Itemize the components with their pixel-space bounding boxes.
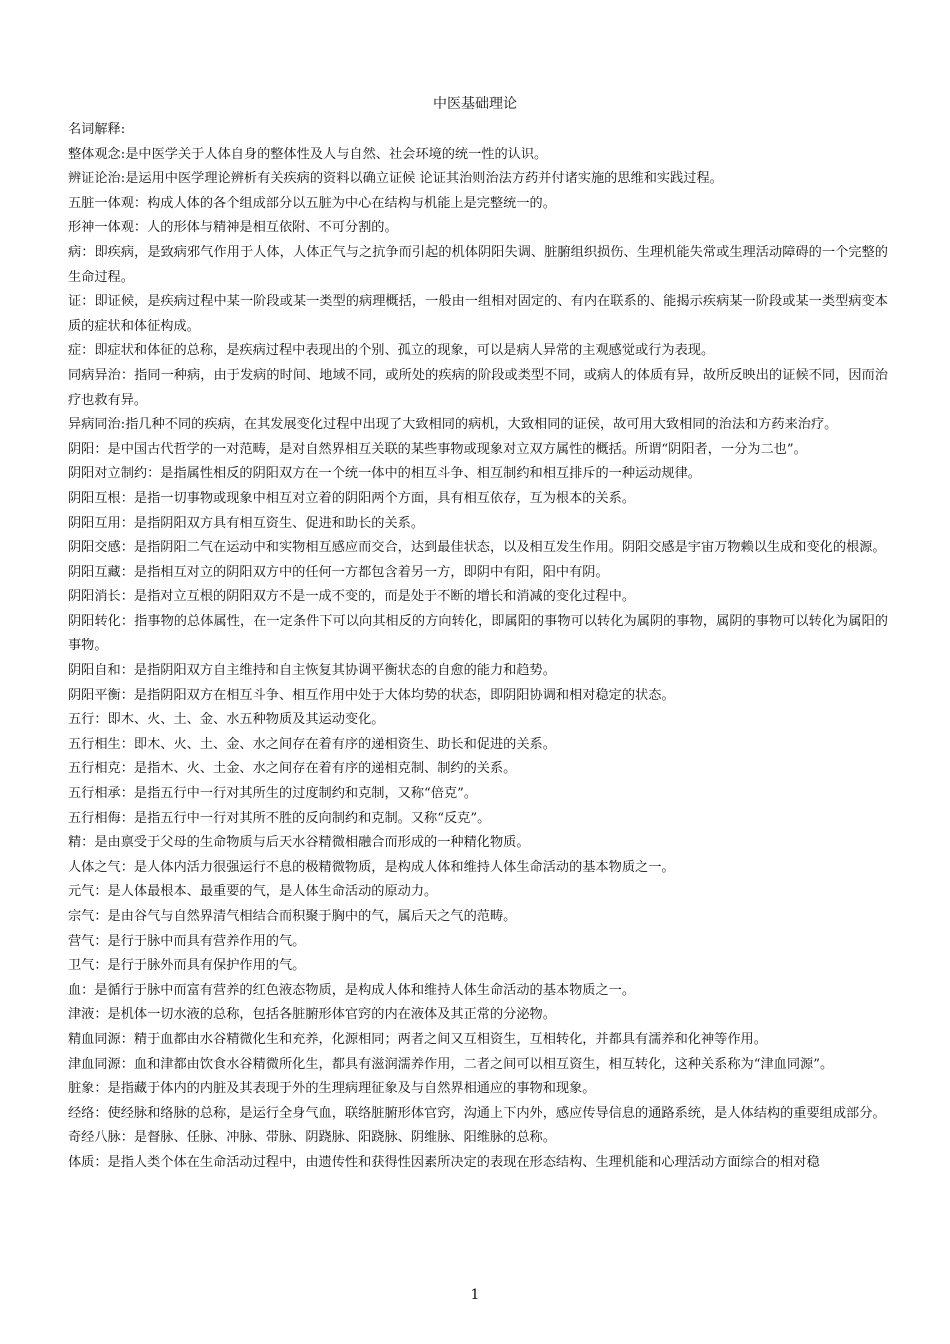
term-definition: 五行相克：是指木、火、土金、水之间存在着有序的递相克制、制约的关系。 (68, 761, 517, 777)
term-definition: 营气：是行于脉中而具有营养作用的气。 (68, 933, 306, 949)
term-definition: 阴阳对立制约：是指属性相反的阴阳双方在一个统一体中的相互斗争、相互制约和相互排斥的一种运动规律。 (68, 466, 701, 482)
term-definition: 证：即证候，是疾病过程中某一阶段或某一类型的病理概括，一般由一组相对固定的、有内在联系的、能揭示疾病某一阶段或某一类型病变本质的症状和体征构成。 (68, 294, 888, 334)
term-definition: 精血同源：精于血都由水谷精微化生和充养，化源相同；两者之间又互相资生，互相转化，并都具有濡养和化神等作用。 (68, 1031, 767, 1047)
term-definition: 阴阳交感：是指阴阳二气在运动中和实物相互感应而交合，达到最佳状态，以及相互发生作用。阴阳交感是宇宙万物赖以生成和变化的根源。 (68, 540, 886, 556)
term-definition: 症：即症状和体征的总称，是疾病过程中表现出的个别、孤立的现象，可以是病人异常的主观感觉或行为表现。 (68, 343, 715, 359)
term-definition: 人体之气：是人体内活力很强运行不息的极精微物质，是构成人体和维持人体生命活动的基本物质之一。 (68, 859, 675, 875)
term-definition: 奇经八脉：是督脉、任脉、冲脉、带脉、阴跷脉、阳跷脉、阴维脉、阳维脉的总称。 (68, 1130, 556, 1146)
term-definition: 阴阳消长：是指对立互根的阴阳双方不是一成不变的，而是处于不断的增长和消减的变化过程中。 (68, 589, 636, 605)
term-definition: 精：是由禀受于父母的生命物质与后天水谷精微相融合而形成的一种精化物质。 (68, 835, 530, 851)
term-definition: 脏象：是指藏于体内的内脏及其表现于外的生理病理征象及与自然界相通应的事物和现象。 (68, 1081, 596, 1097)
term-definition: 五行相生：即木、火、土、金、水之间存在着有序的递相资生、助长和促进的关系。 (68, 736, 556, 752)
page-number: 1 (470, 1287, 480, 1303)
term-definition: 津血同源：血和津都由饮食水谷精微所化生，都具有滋润濡养作用，二者之间可以相互资生，相互转化，这种关系称为“津血同源”。 (68, 1056, 834, 1072)
term-definition: 经络：使经脉和络脉的总称，是运行全身气血，联络脏腑形体官窍，沟通上下内外，感应传导信息的通路系统，是人体结构的重要组成部分。 (68, 1105, 886, 1121)
term-definition: 阴阳互用：是指阴阳双方具有相互资生、促进和助长的关系。 (68, 515, 425, 531)
term-definition: 卫气：是行于脉外而具有保护作用的气。 (68, 958, 306, 974)
term-definition: 五脏一体观：构成人体的各个组成部分以五脏为中心在结构与机能上是完整统一的。 (68, 195, 556, 211)
term-definition: 体质：是指人类个体在生命活动过程中，由遗传性和获得性因素所决定的表现在形态结构、生理机能和心理活动方面综合的相对稳 (68, 1154, 820, 1170)
term-definition: 津液：是机体一切水液的总称，包括各脏腑形体官窍的内在液体及其正常的分泌物。 (68, 1007, 556, 1023)
term-definition: 五行相承：是指五行中一行对其所生的过度制约和克制，又称“倍克”。 (68, 786, 478, 802)
term-definition: 阴阳互藏：是指相互对立的阴阳双方中的任何一方都包含着另一方，即阴中有阳，阳中有阴。 (68, 564, 609, 580)
term-definition: 整体观念:是中医学关于人体自身的整体性及人与自然、社会环境的统一性的认识。 (68, 146, 548, 162)
section-heading: 名词解释: (68, 122, 126, 137)
term-definition: 辨证论治:是运用中医学理论辨析有关疾病的资料以确立证候 论证其治则治法方药并付诸实施的思维和实践过程。 (68, 171, 723, 187)
term-definition: 阴阳平衡：是指阴阳双方在相互斗争、相互作用中处于大体均势的状态，即阴阳协调和相对稳定的状态。 (68, 687, 675, 703)
document-body (68, 118, 888, 1176)
term-definition: 同病异治：指同一种病，由于发病的时间、地域不同，或所处的疾病的阶段或类型不同，或病人的体质有异，故所反映出的证候不同，因而治疗也救有异。 (68, 367, 888, 408)
term-definition: 阴阳互根：是指一切事物或现象中相互对立着的阴阳两个方面，具有相互依存，互为根本的关系。 (68, 490, 636, 506)
term-definition: 五行相侮：是指五行中一行对其所不胜的反向制约和克制。又称“反克”。 (68, 810, 491, 826)
term-definition: 病：即疾病，是致病邪气作用于人体，人体正气与之抗争而引起的机体阴阳失调、脏腑组织损伤、生理机能失常或生理活动障碍的一个完整的生命过程。 (68, 244, 888, 285)
term-definition: 血：是循行于脉中而富有营养的红色液态物质，是构成人体和维持人体生命活动的基本物质之一。 (68, 982, 636, 998)
term-definition: 异病同治:指几种不同的疾病，在其发展变化过程中出现了大致相同的病机，大致相同的证侯，故可用大致相同的治法和方药来治疗。 (68, 417, 838, 433)
term-definition: 宗气：是由谷气与自然界清气相结合而积聚于胸中的气，属后天之气的范畴。 (68, 909, 517, 924)
document-title: 中医基础理论 (433, 96, 517, 112)
term-definition: 阴阳自和：是指阴阳双方自主维持和自主恢复其协调平衡状态的自愈的能力和趋势。 (68, 663, 556, 679)
term-definition: 阴阳：是中国古代哲学的一对范畴，是对自然界相互关联的某些事物或现象对立双方属性的概括。所谓“阴阳者，一分为二也”。 (68, 441, 807, 457)
term-definition: 阴阳转化：指事物的总体属性，在一定条件下可以向其相反的方向转化，即属阳的事物可以转化为属阴的事物，属阴的事物可以转化为属阳的事物。 (68, 613, 888, 654)
term-definition: 元气：是人体最根本、最重要的气，是人体生命活动的原动力。 (68, 884, 438, 900)
term-definition: 五行：即木、火、土、金、水五种物质及其运动变化。 (68, 712, 385, 728)
term-definition: 形神一体观：人的形体与精神是相互依附、不可分割的。 (68, 220, 398, 236)
